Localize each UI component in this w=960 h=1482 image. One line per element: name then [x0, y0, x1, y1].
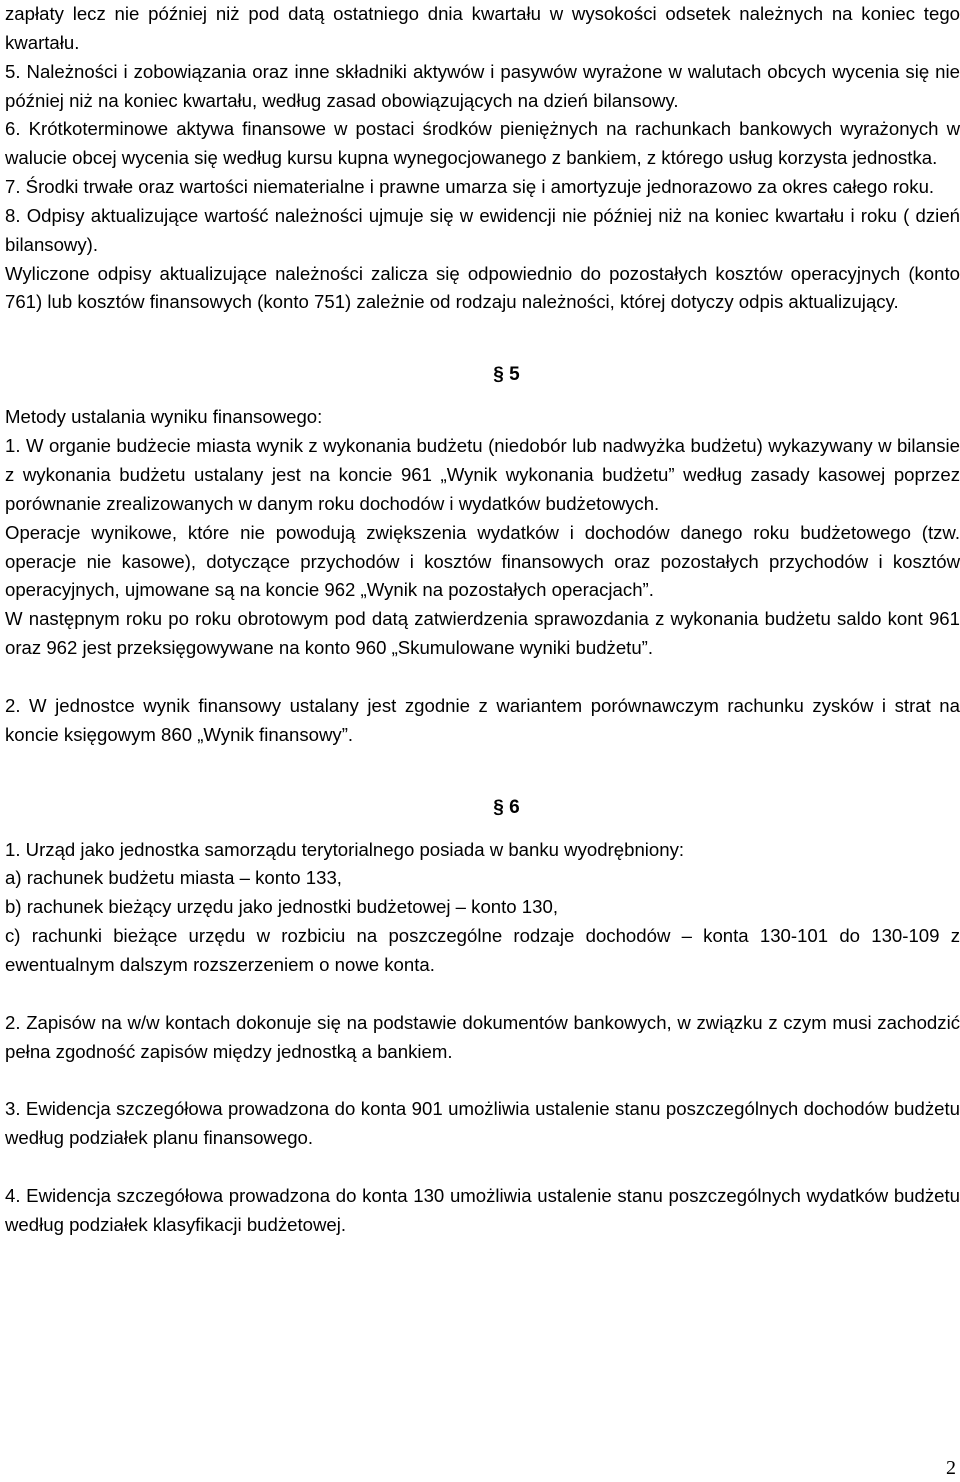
paragraph-item-8: 8. Odpisy aktualizujące wartość należności ujmuje się w ewidencji nie później niż na koniec kwartału i roku ( dzień bilansowy).	[5, 204, 960, 255]
spacer	[5, 980, 960, 1009]
section-5-paragraph-3: W następnym roku po roku obrotowym pod datą zatwierdzenia sprawozdania z wykonania budżetu saldo kont 961 oraz 962 jest przeksięgowywane na konto 960 „Skumulowane wyniki budżetu”.	[5, 608, 960, 659]
spacer	[5, 663, 960, 692]
paragraph-item-5: 5. Należności i zobowiązania oraz inne składniki aktywów i pasywów wyrażone w walutach obcych wycenia się nie później niż na koniec kwartału, według zasad obowiązujących na dzień bilansowy.	[5, 60, 960, 111]
section-5-intro: Metody ustalania wyniku finansowego:	[5, 406, 323, 428]
page-number: 2	[946, 1457, 956, 1479]
section-6-heading: § 6	[493, 796, 520, 818]
section-6-item-c: c) rachunki bieżące urzędu w rozbiciu na poszczególne rodzaje dochodów – konta 130-101 do 130-109 z ewentualnym dalszym rozszerzeniem o nowe konta.	[5, 925, 960, 975]
paragraph-continuation: zapłaty lecz nie później niż pod datą ostatniego dnia kwartału w wysokości odsetek należnych na koniec tego kwartału.	[5, 3, 960, 53]
section-6-paragraph-1: 1. Urząd jako jednostka samorządu terytorialnego posiada w banku wyodrębniony:	[5, 838, 685, 860]
section-6-item-a: a) rachunek budżetu miasta – konto 133,	[5, 867, 342, 889]
paragraph-item-7: 7. Środki trwałe oraz wartości niematerialne i prawne umarza się i amortyzuje jednorazowo za okres całego roku.	[5, 176, 935, 198]
spacer	[5, 1066, 960, 1095]
section-6-paragraph-2: 2. Zapisów na w/w kontach dokonuje się na podstawie dokumentów bankowych, w związku z czym musi zachodzić pełna zgodność zapisów między jednostką a bankiem.	[5, 1011, 960, 1062]
paragraph-write-offs: Wyliczone odpisy aktualizujące należności zalicza się odpowiednio do pozostałych kosztów operacyjnych (konto 761) lub kosztów finansowych (konto 751) zależnie od rodzaju należności, której dotyczy odpis aktualizujący.	[5, 262, 960, 313]
section-5-paragraph-1: 1. W organie budżecie miasta wynik z wykonania budżetu (niedobór lub nadwyżka budżetu) wykazywany w bilansie z wykonania budżetu ustalany jest na koncie 961 „Wynik wykonania budżetu” według zasady kasowej poprzez porównanie zrealizowanych w danym roku dochodów i wydatków budżetowych.	[5, 435, 960, 514]
section-5-heading: § 5	[493, 364, 520, 386]
section-6-paragraph-4: 4. Ewidencja szczegółowa prowadzona do konta 130 umożliwia ustalenie stanu poszczególnych wydatków budżetu według podziałek klasyfikacji budżetowej.	[5, 1185, 960, 1235]
section-6-item-b: b) rachunek bieżący urzędu jako jednostki budżetowej – konto 130,	[5, 896, 558, 918]
document-page	[5, 0, 960, 1240]
section-5-paragraph-2: Operacje wynikowe, które nie powodują zwiększenia wydatków i dochodów danego roku budżetowego (tzw. operacje nie kasowe), dotyczące przychodów i kosztów finansowych oraz pozostałych przychodów i kosztów operacyjnych, ujmowane są na koncie 962 „Wynik na pozostałych operacjach”.	[5, 521, 960, 601]
paragraph-item-6: 6. Krótkoterminowe aktywa finansowe w postaci środków pieniężnych na rachunkach bankowych wyrażonych w walucie obcej wycenia się według kursu kupna wynegocjowanego z bankiem, z którego usług korzysta jednostka.	[5, 118, 960, 169]
section-5-paragraph-4: 2. W jednostce wynik finansowy ustalany jest zgodnie z wariantem porównawczym rachunku zysków i strat na koncie księgowym 860 „Wynik finansowy”.	[5, 694, 960, 745]
spacer	[5, 1153, 960, 1182]
section-6-paragraph-3: 3. Ewidencja szczegółowa prowadzona do konta 901 umożliwia ustalenie stanu poszczególnych dochodów budżetu według podziałek planu finansowego.	[5, 1098, 960, 1149]
